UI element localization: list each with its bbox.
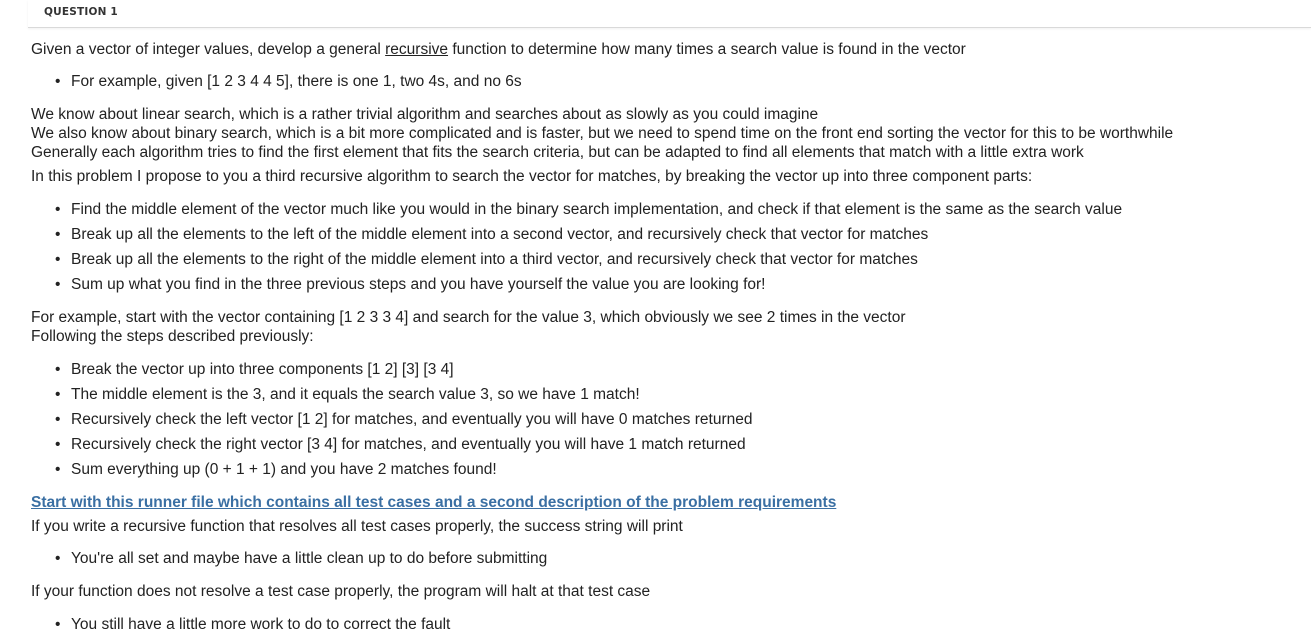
intro-paragraph xyxy=(31,40,1301,59)
question-body xyxy=(31,40,1301,640)
list-item: • You're all set and maybe have a little clean up to do before submitting xyxy=(31,549,1301,574)
list-item: • Recursively check the left vector [1 2] for matches, and eventually you will have 0 matches returned xyxy=(31,410,1301,435)
list-item: • Find the middle element of the vector much like you would in the binary search implementation, and check if that element is the same as the search value xyxy=(31,200,1301,225)
runner-file-link[interactable]: Start with this runner file which contains all test cases and a second description of the problem requirements xyxy=(31,494,837,511)
question-header-bar xyxy=(28,0,1311,28)
success-list xyxy=(31,549,1301,574)
list-item: • The middle element is the 3, and it equals the search value 3, so we have 1 match! xyxy=(31,385,1301,410)
list-item: • Sum everything up (0 + 1 + 1) and you have 2 matches found! xyxy=(31,460,1301,485)
list-item: • For example, given [1 2 3 4 4 5], there is one 1, two 4s, and no 6s xyxy=(31,72,1301,97)
proposal-paragraph: In this problem I propose to you a third recursive algorithm to search the vector for matches, by breaking the vector up into three component parts: xyxy=(31,168,1033,185)
failure-paragraph: If your function does not resolve a test case properly, the program will halt at that test case xyxy=(31,583,651,600)
context-line-general: Generally each algorithm tries to find the first element that fits the search criteria, but can be adapted to find all elements that match with a little extra work xyxy=(31,144,1084,161)
context-line-binary: We also know about binary search, which is a bit more complicated and is faster, but we need to spend time on the front end sorting the vector for this to be worthwhile xyxy=(31,125,1174,142)
list-item: • Break up all the elements to the right of the middle element into a third vector, and recursively check that vector for matches xyxy=(31,250,1301,275)
success-paragraph: If you write a recursive function that resolves all test cases properly, the success string will print xyxy=(31,518,683,535)
list-item: • You still have a little more work to do to correct the fault xyxy=(31,615,1301,640)
walkthrough-intro-line: For example, start with the vector containing [1 2 3 3 4] and search for the value 3, which obviously we see 2 times in the vector xyxy=(31,309,906,326)
intro-text-after: function to determine how many times a search value is found in the vector xyxy=(448,41,966,58)
list-item: • Sum up what you find in the three previous steps and you have yourself the value you are looking for! xyxy=(31,275,1301,300)
list-item: • Recursively check the right vector [3 4] for matches, and eventually you will have 1 match returned xyxy=(31,435,1301,460)
failure-list xyxy=(31,615,1301,640)
context-line-linear: We know about linear search, which is a rather trivial algorithm and searches about as slowly as you could imagine xyxy=(31,106,819,123)
algorithm-steps-list xyxy=(31,200,1301,300)
walkthrough-intro-line: Following the steps described previously: xyxy=(31,328,314,345)
question-label: QUESTION 1 xyxy=(44,6,118,18)
intro-emphasis-recursive: recursive xyxy=(385,41,449,58)
runner-link-paragraph xyxy=(31,493,1301,512)
list-item: • Break the vector up into three components [1 2] [3] [3 4] xyxy=(31,360,1301,385)
intro-text-before: Given a vector of integer values, develop a general xyxy=(31,41,386,58)
example-list xyxy=(31,72,1301,97)
list-item: • Break up all the elements to the left of the middle element into a second vector, and recursively check that vector for matches xyxy=(31,225,1301,250)
walkthrough-steps-list xyxy=(31,360,1301,485)
